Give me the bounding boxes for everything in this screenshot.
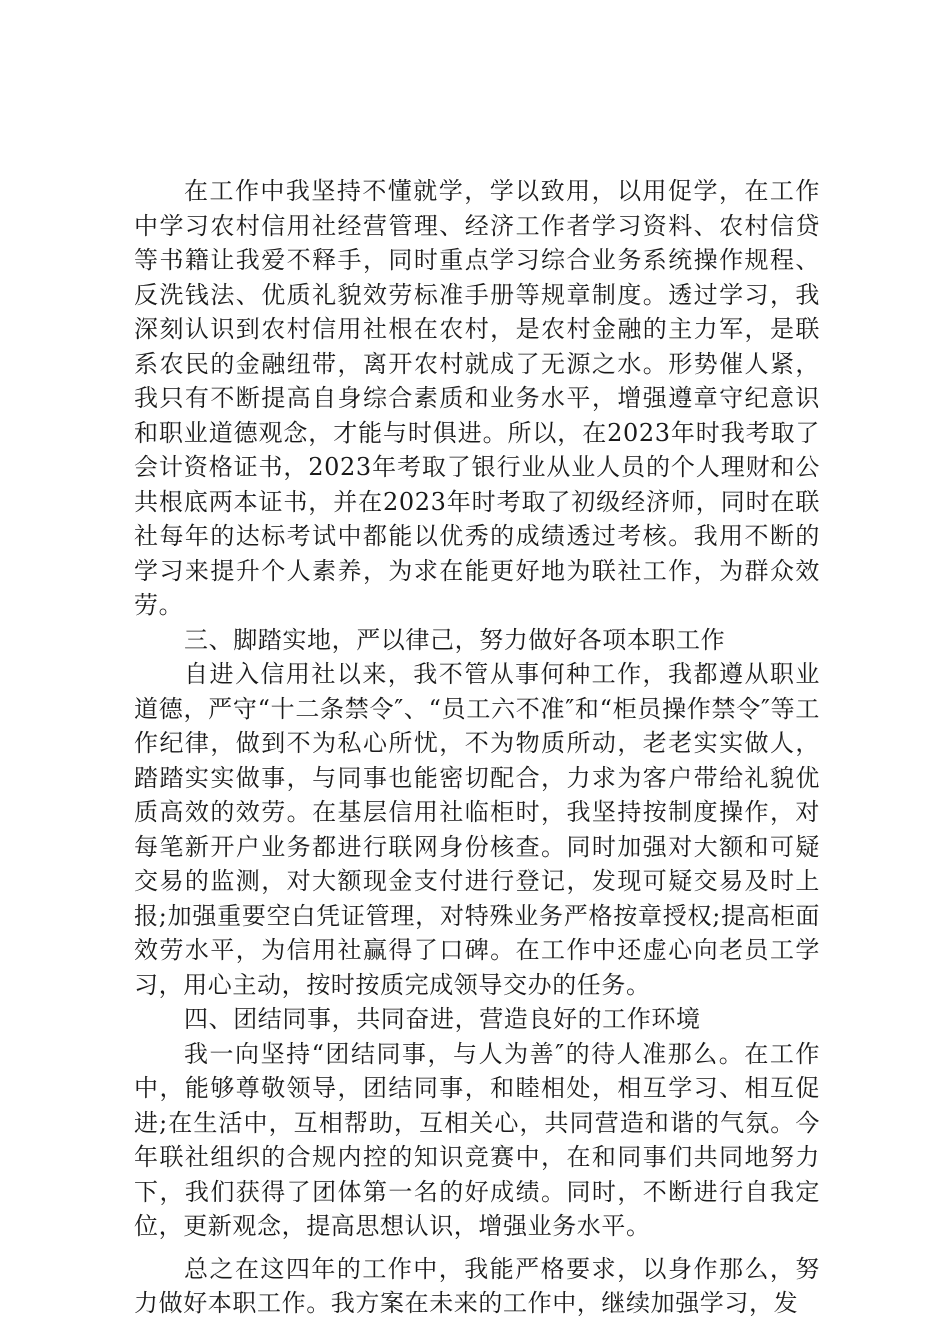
body-paragraph-duties: 自进入信用社以来，我不管从事何种工作，我都遵从职业道德，严守“十二条禁令″、“员工六不准″和“柜员操作禁令″等工作纪律，做到不为私心所忧，不为物质所动，老老实实做人，踏踏实实做事，与同事也能密切配合，力求为客户带给礼貌优质高效的效劳。在基层信用社临柜时，我坚持按制度操作，对每笔新开户业务都进行联网身份核查。同时加强对大额和可疑交易的监测，对大额现金支付进行登记，发现可疑交易及时上报;加强重要空白凭证管理，对特殊业务严格按章授权;提高柜面效劳水平，为信用社赢得了口碑。在工作中还虚心向老员工学习，用心主动，按时按质完成领导交办的任务。 (134, 660, 820, 999)
body-paragraph-teamwork: 我一向坚持“团结同事，与人为善″的待人准那么。在工作中，能够尊敬领导，团结同事，和睦相处，相互学习、相互促进;在生活中，互相帮助，互相关心，共同营造和谐的气氛。今年联社组织的合规内控的知识竞赛中，在和同事们共同地努力下，我们获得了团体第一名的好成绩。同时，不断进行自我定位，更新观念，提高思想认识，增强业务水平。 (134, 1039, 820, 1240)
body-paragraph-summary: 总之在这四年的工作中，我能严格要求，以身作那么，努力做好本职工作。我方案在未来的工作中，继续加强学习，发 (134, 1254, 820, 1317)
section-heading-3: 三、脚踏实地，严以律己，努力做好各项本职工作 (184, 625, 726, 654)
body-paragraph-study: 在工作中我坚持不懂就学，学以致用，以用促学，在工作中学习农村信用社经营管理、经济工作者学习资料、农村信贷等书籍让我爱不释手，同时重点学习综合业务系统操作规程、反洗钱法、优质礼貌效劳标准手册等规章制度。透过学习，我深刻认识到农村信用社根在农村，是农村金融的主力军，是联系农民的金融纽带，离开农村就成了无源之水。形势催人紧，我只有不断提高自身综合素质和业务水平，增强遵章守纪意识和职业道德观念，才能与时俱进。所以，在2023年时我考取了会计资格证书，2023年考取了银行业从业人员的个人理财和公共根底两本证书，并在2023年时考取了初级经济师，同时在联社每年的达标考试中都能以优秀的成绩透过考核。我用不断的学习来提升个人素养，为求在能更好地为联社工作，为群众效劳。 (134, 177, 820, 619)
section-heading-4: 四、团结同事，共同奋进，营造良好的工作环境 (184, 1005, 701, 1033)
document-page (134, 174, 820, 1321)
